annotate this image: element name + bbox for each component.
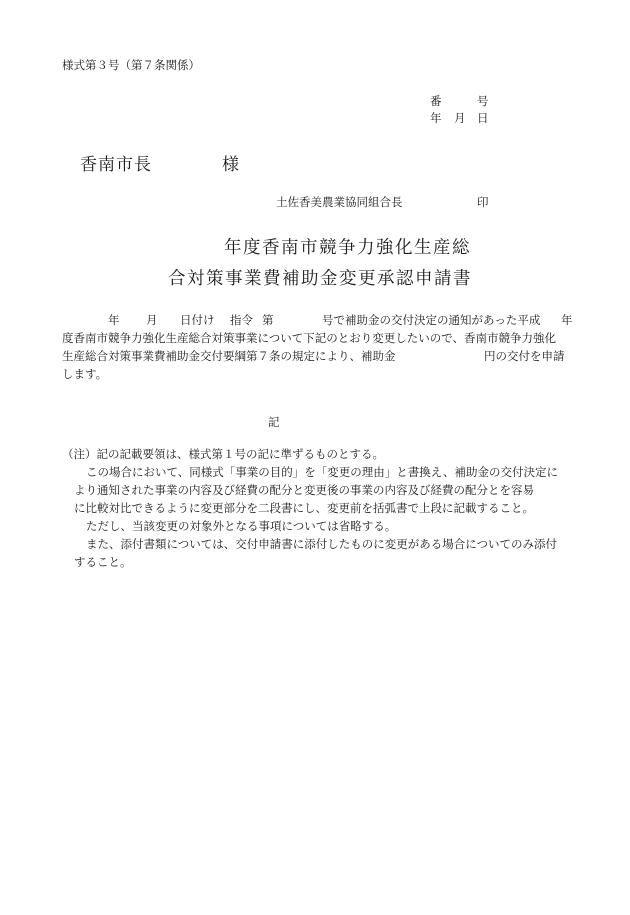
body-line-3-b: 円の交付を申請 (484, 349, 565, 363)
note-line-1: （注）記の記載要領は、様式第１号の記に準ずるものとする。 (62, 447, 384, 461)
body-line-1-text: 号で補助金の交付決定の通知があった平成 (322, 313, 541, 327)
number-label: 番 (430, 94, 442, 108)
date-day-label: 日 (477, 111, 489, 125)
note-line-6: また、添付書類については、交付申請書に添付したものに変更がある場合についてのみ添付 (86, 537, 558, 551)
addressee-name: 香南市長 (80, 155, 152, 175)
body-day: 日付け (180, 313, 215, 327)
body-line-2: 度香南市競争力強化生産総合対策事業について下記のとおり変更したいので、香南市競争力強化 (62, 331, 557, 345)
number-suffix: 号 (477, 94, 489, 108)
seal-mark: 印 (477, 195, 489, 209)
document-title-line-2: 合対策事業費補助金変更承認申請書 (168, 269, 472, 289)
body-line-4: します。 (62, 367, 108, 381)
date-year-label: 年 (430, 111, 442, 125)
form-number: 様式第３号（第７条関係） (62, 58, 200, 72)
body-dai: 第 (262, 313, 274, 327)
document-title-line-1: 年度香南市競争力強化生産総 (224, 238, 471, 258)
body-month: 月 (146, 313, 158, 327)
note-line-7: すること。 (74, 555, 132, 569)
body-order: 指令 (230, 313, 253, 327)
body-line-3-a: 生産総合対策事業費補助金交付要綱第７条の規定により、補助金 (62, 349, 396, 363)
applicant-name: 土佐香美農業協同組合長 (276, 195, 403, 209)
note-line-3: より通知された事業の内容及び経費の配分と変更後の事業の内容及び経費の配分とを容易 (74, 483, 534, 497)
note-line-4: に比較対比できるように変更部分を二段書にし、変更前を括弧書で上段に記載すること。 (74, 501, 534, 515)
note-line-2: この場合において、同様式「事業の目的」を「変更の理由」と書換え、補助金の交付決定に (86, 465, 558, 479)
body-line-1-end: 年 (561, 313, 573, 327)
note-line-5: ただし、当該変更の対象外となる事項については省略する。 (86, 519, 397, 533)
ki-heading: 記 (268, 415, 280, 429)
addressee-honorific: 様 (222, 155, 239, 175)
body-year: 年 (108, 313, 120, 327)
date-month-label: 月 (454, 111, 466, 125)
